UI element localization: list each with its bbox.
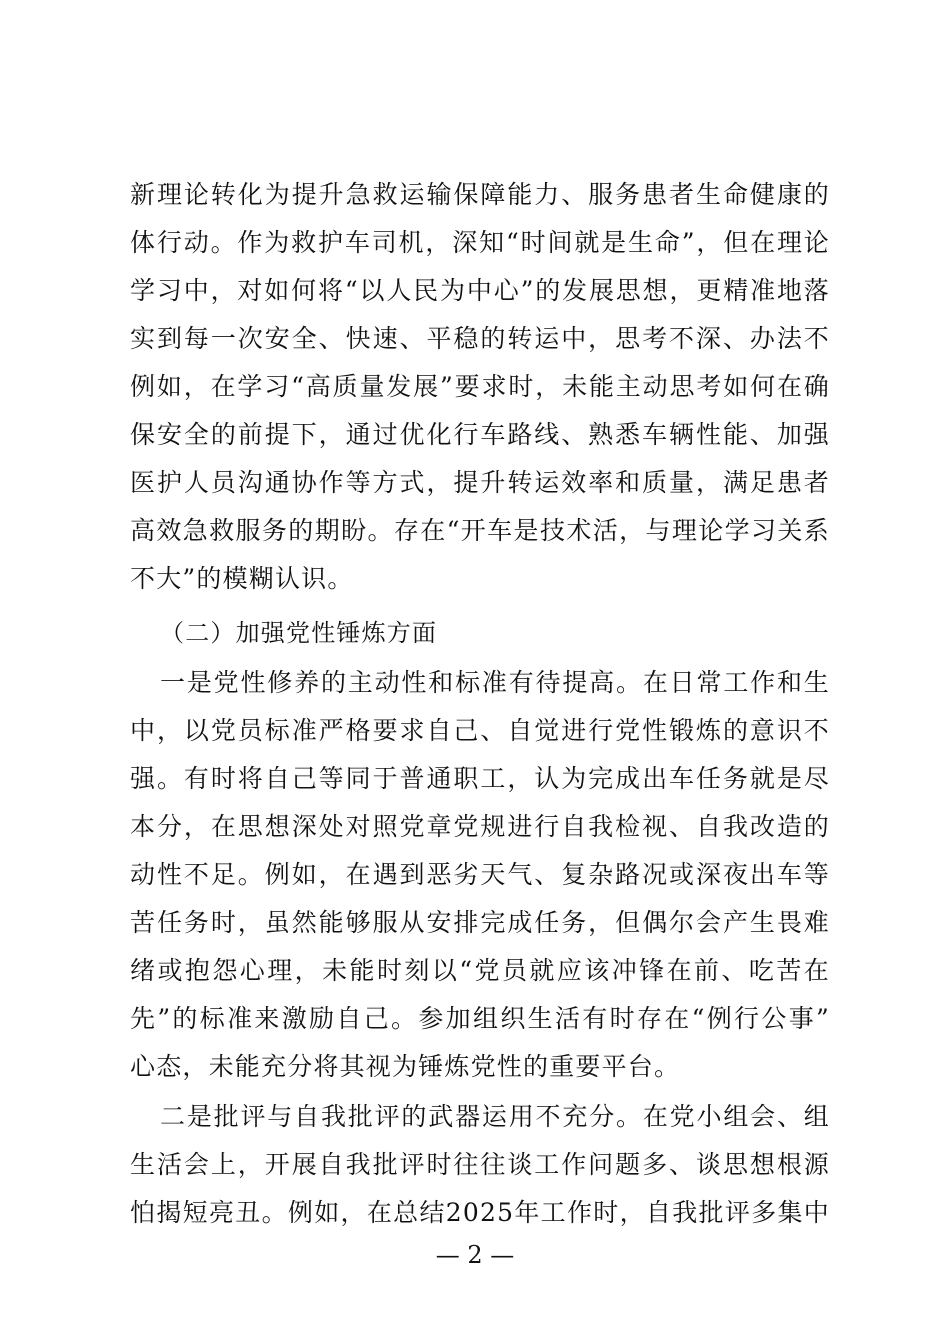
paragraph-line: 例如，在学习“高质量发展”要求时，未能主动思考如何在确	[130, 372, 830, 401]
paragraph-line: 绪或抱怨心理，未能时刻以“党员就应该冲锋在前、吃苦在	[130, 956, 830, 985]
section-heading: （二）加强党性锤炼方面	[160, 619, 438, 647]
paragraph-line: 体行动。作为救护车司机，深知“时间就是生命”，但在理论	[130, 228, 830, 257]
paragraph-line: 不大”的模糊认识。	[130, 564, 354, 593]
paragraph-line: 怕揭短亮丑。例如，在总结2025年工作时，自我批评多集中	[130, 1198, 830, 1227]
paragraph-line: 强。有时将自己等同于普通职工，认为完成出车任务就是尽	[130, 764, 830, 793]
paragraph-line: 实到每一次安全、快速、平稳的转运中，思考不深、办法不	[130, 324, 830, 353]
paragraph-line: 医护人员沟通协作等方式，提升转运效率和质量，满足患者	[130, 468, 830, 497]
paragraph-line: 苦任务时，虽然能够服从安排完成任务，但偶尔会产生畏难	[130, 908, 830, 937]
paragraph-line: 保安全的前提下，通过优化行车路线、熟悉车辆性能、加强	[130, 420, 830, 449]
paragraph-line: 心态，未能充分将其视为锤炼党性的重要平台。	[130, 1052, 681, 1081]
paragraph-line: 先”的标准来激励自己。参加组织生活有时存在“例行公事”	[130, 1004, 830, 1033]
paragraph-line: 动性不足。例如，在遇到恶劣天气、复杂路况或深夜出车等	[130, 860, 830, 889]
paragraph-line: 生活会上，开展自我批评时往往谈工作问题多、谈思想根源	[130, 1150, 830, 1179]
paragraph-line: 中，以党员标准严格要求自己、自觉进行党性锻炼的意识不	[130, 716, 830, 745]
paragraph-line: 高效急救服务的期盼。存在“开车是技术活，与理论学习关系	[130, 516, 830, 545]
paragraph-line: 二是批评与自我批评的武器运用不充分。在党小组会、组	[160, 1102, 830, 1131]
paragraph-line: 本分，在思想深处对照党章党规进行自我检视、自我改造的	[130, 812, 830, 841]
page-number: — 2 —	[435, 1241, 515, 1269]
paragraph-line: 学习中，对如何将“以人民为中心”的发展思想，更精准地落	[130, 276, 830, 305]
paragraph-line: 一是党性修养的主动性和标准有待提高。在日常工作和生	[160, 668, 830, 697]
paragraph-line: 新理论转化为提升急救运输保障能力、服务患者生命健康的	[130, 180, 830, 209]
